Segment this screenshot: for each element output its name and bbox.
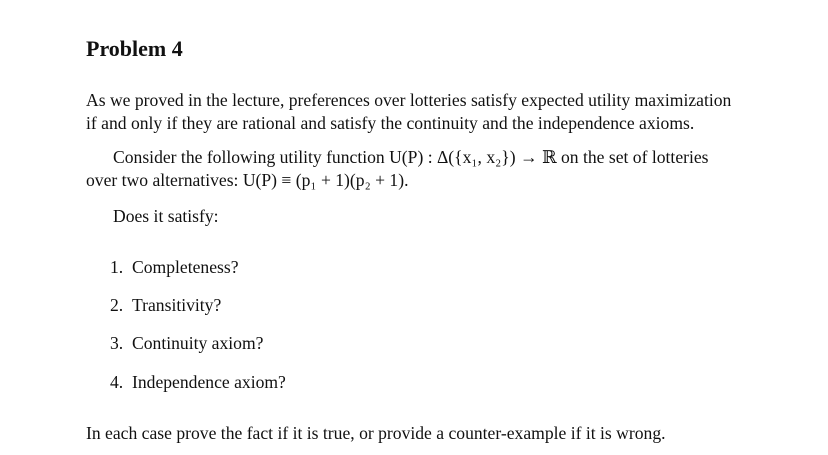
intro-line-1: As we proved in the lecture, preferences over lotteries satisfy expected utility maximization	[86, 90, 732, 110]
list-item-number: 4.	[110, 372, 124, 392]
list-item-text: Independence axiom?	[132, 372, 286, 392]
list-item	[110, 256, 239, 279]
utility-definition-line-2: over two alternatives: U(P) ≡ (p₁ + 1)(p₂ + 1).	[86, 170, 409, 190]
closing-instruction: In each case prove the fact if it is true, or provide a counter-example if it is wrong.	[86, 423, 666, 443]
list-item	[110, 371, 286, 394]
list-item-text: Transitivity?	[132, 295, 222, 315]
list-item-number: 3.	[110, 333, 124, 353]
utility-definition-line-1: Consider the following utility function U(P) : Δ({x₁, x₂}) → ℝ on the set of lotteries	[113, 147, 709, 167]
list-item-text: Completeness?	[132, 257, 239, 277]
problem-title: Problem 4	[86, 36, 183, 61]
list-item-text: Continuity axiom?	[132, 333, 264, 353]
question-text: Does it satisfy:	[113, 206, 219, 226]
list-item-number: 1.	[110, 257, 124, 277]
list-item	[110, 332, 263, 355]
list-item	[110, 294, 221, 317]
list-item-number: 2.	[110, 295, 124, 315]
intro-line-2: if and only if they are rational and satisfy the continuity and the independence axioms.	[86, 113, 695, 133]
